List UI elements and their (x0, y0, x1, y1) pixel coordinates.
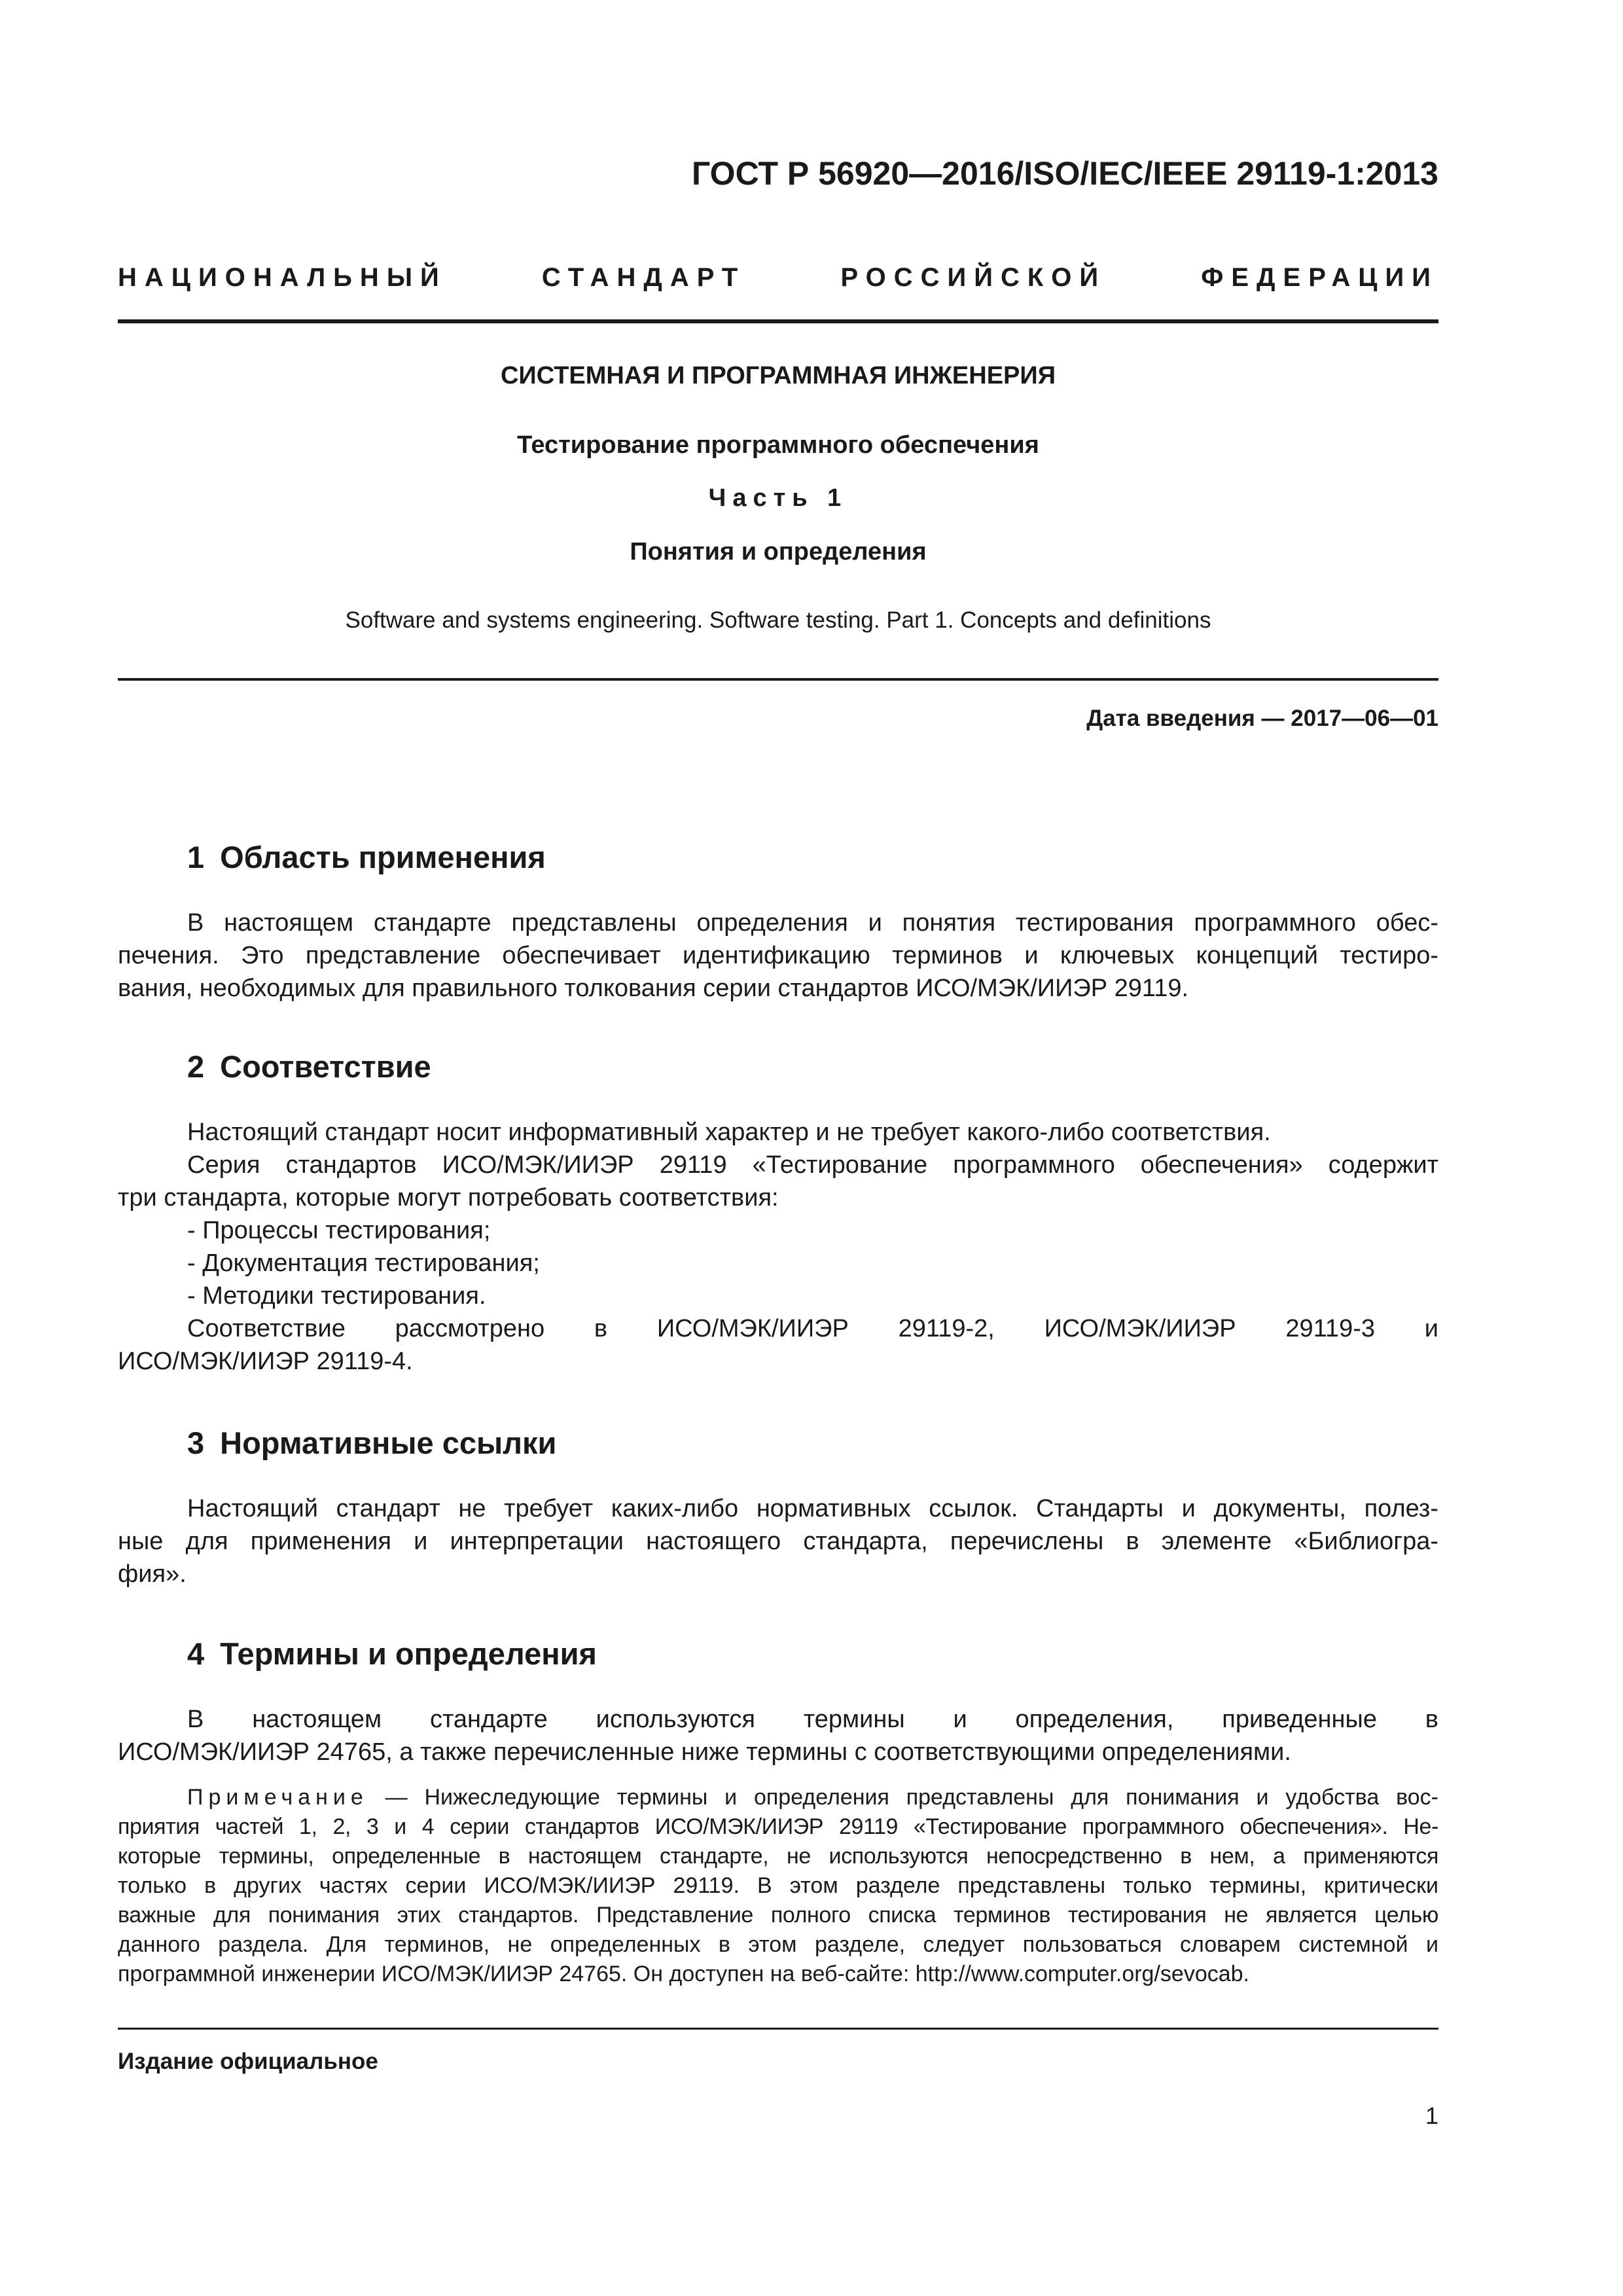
section-heading-2 (187, 1049, 431, 1085)
paragraph-line: Настоящий стандарт не требует каких-либо нормативных ссылок. Стандарты и документы, полез- (187, 1495, 1438, 1522)
section-3-paragraph (118, 1492, 1438, 1590)
section-number: 3 (187, 1426, 205, 1460)
document-part-title: Понятия и определения (630, 538, 927, 565)
note-line: приятия частей 1, 2, 3 и 4 серии стандартов ИСО/МЭК/ИИЭР 29119 «Тестирование программного обеспечения». Не- (118, 1814, 1438, 1839)
section-4-paragraph (118, 1703, 1438, 1768)
document-code: ГОСТ Р 56920—2016/ISO/IEC/IEEE 29119-1:2013 (692, 155, 1438, 192)
national-standard-header (118, 263, 1438, 293)
footer-divider (118, 2028, 1438, 2030)
note-line: Примечание — Нижеследующие термины и определения представлены для понимания и удобства вос- (187, 1785, 1438, 1810)
note-line: которые термины, определенные в настоящем стандарте, не используются непосредственно в нем, а применяются (118, 1844, 1438, 1869)
paragraph-line: В настоящем стандарте используются термины и определения, приведенные в (187, 1706, 1438, 1733)
section-heading-4 (187, 1636, 597, 1672)
paragraph-line: три стандарта, которые могут потребовать соответствия: (118, 1184, 779, 1211)
paragraph-line: ные для применения и интерпретации настоящего стандарта, перечислены в элементе «Библиогра- (118, 1528, 1438, 1555)
english-title: Software and systems engineering. Software testing. Part 1. Concepts and definitions (345, 607, 1211, 633)
section-title: Термины и определения (220, 1636, 597, 1671)
note-paragraph (118, 1783, 1438, 1989)
section-number: 4 (187, 1636, 205, 1671)
section-number: 1 (187, 840, 205, 874)
introduction-date: Дата введения — 2017—06—01 (1086, 706, 1438, 731)
paragraph-line: Соответствие рассмотрено в ИСО/МЭК/ИИЭР 29119-2, ИСО/МЭК/ИИЭР 29119-3 и (187, 1315, 1438, 1342)
national-word: СТАНДАРТ (541, 263, 746, 292)
section-2-paragraph (118, 1116, 1438, 1378)
paragraph-line: ИСО/МЭК/ИИЭР 29119-4. (118, 1348, 413, 1375)
section-title: Соответствие (220, 1049, 431, 1084)
paragraph-line: В настоящем стандарте представлены определения и понятия тестирования программного обес- (187, 909, 1438, 937)
section-title: Нормативные ссылки (220, 1426, 557, 1460)
section-title: Область применения (220, 840, 546, 874)
note-label: Примечание (187, 1785, 368, 1810)
note-line: только в других частях серии ИСО/МЭК/ИИЭР 29119. В этом разделе представлены только термины, критически (118, 1873, 1438, 1898)
list-item: - Процессы тестирования; (187, 1217, 491, 1244)
national-word: РОССИЙСКОЙ (840, 263, 1107, 292)
paragraph-line: ИСО/МЭК/ИИЭР 24765, а также перечисленные ниже термины с соответствующими определениями. (118, 1738, 1291, 1766)
paragraph-line: печения. Это представление обеспечивает идентификацию терминов и ключевых концепций тестиро- (118, 942, 1438, 969)
section-1-paragraph (118, 906, 1438, 1005)
official-edition-label: Издание официальное (118, 2049, 378, 2074)
paragraph-line: фия». (118, 1560, 187, 1588)
national-word: ФЕДЕРАЦИИ (1201, 263, 1438, 292)
section-heading-3 (187, 1425, 556, 1461)
note-line: данного раздела. Для терминов, не определенных в этом разделе, следует пользоваться словарем системной и (118, 1932, 1438, 1957)
paragraph-line: Настоящий стандарт носит информативный характер и не требует какого-либо соответствия. (187, 1119, 1271, 1146)
header-divider (118, 319, 1438, 323)
list-item: - Документация тестирования; (187, 1249, 540, 1277)
note-line: программной инженерии ИСО/МЭК/ИИЭР 24765. Он доступен на веб-сайте: http://www.computer.org/sevocab. (118, 1962, 1249, 1986)
page-number: 1 (1425, 2102, 1438, 2129)
national-word: НАЦИОНАЛЬНЫЙ (118, 263, 447, 292)
title-divider (118, 678, 1438, 681)
note-line: важные для понимания этих стандартов. Представление полного списка терминов тестирования не является целью (118, 1903, 1438, 1928)
document-part: Часть 1 (708, 484, 848, 512)
section-number: 2 (187, 1049, 205, 1084)
list-item: - Методики тестирования. (187, 1282, 486, 1310)
document-subtitle: Тестирование программного обеспечения (517, 431, 1039, 459)
paragraph-line: вания, необходимых для правильного толкования серии стандартов ИСО/МЭК/ИИЭР 29119. (118, 975, 1189, 1002)
paragraph-line: Серия стандартов ИСО/МЭК/ИИЭР 29119 «Тестирование программного обеспечения» содержит (187, 1151, 1438, 1179)
section-heading-1 (187, 839, 546, 875)
document-title: СИСТЕМНАЯ И ПРОГРАММНАЯ ИНЖЕНЕРИЯ (500, 362, 1056, 389)
